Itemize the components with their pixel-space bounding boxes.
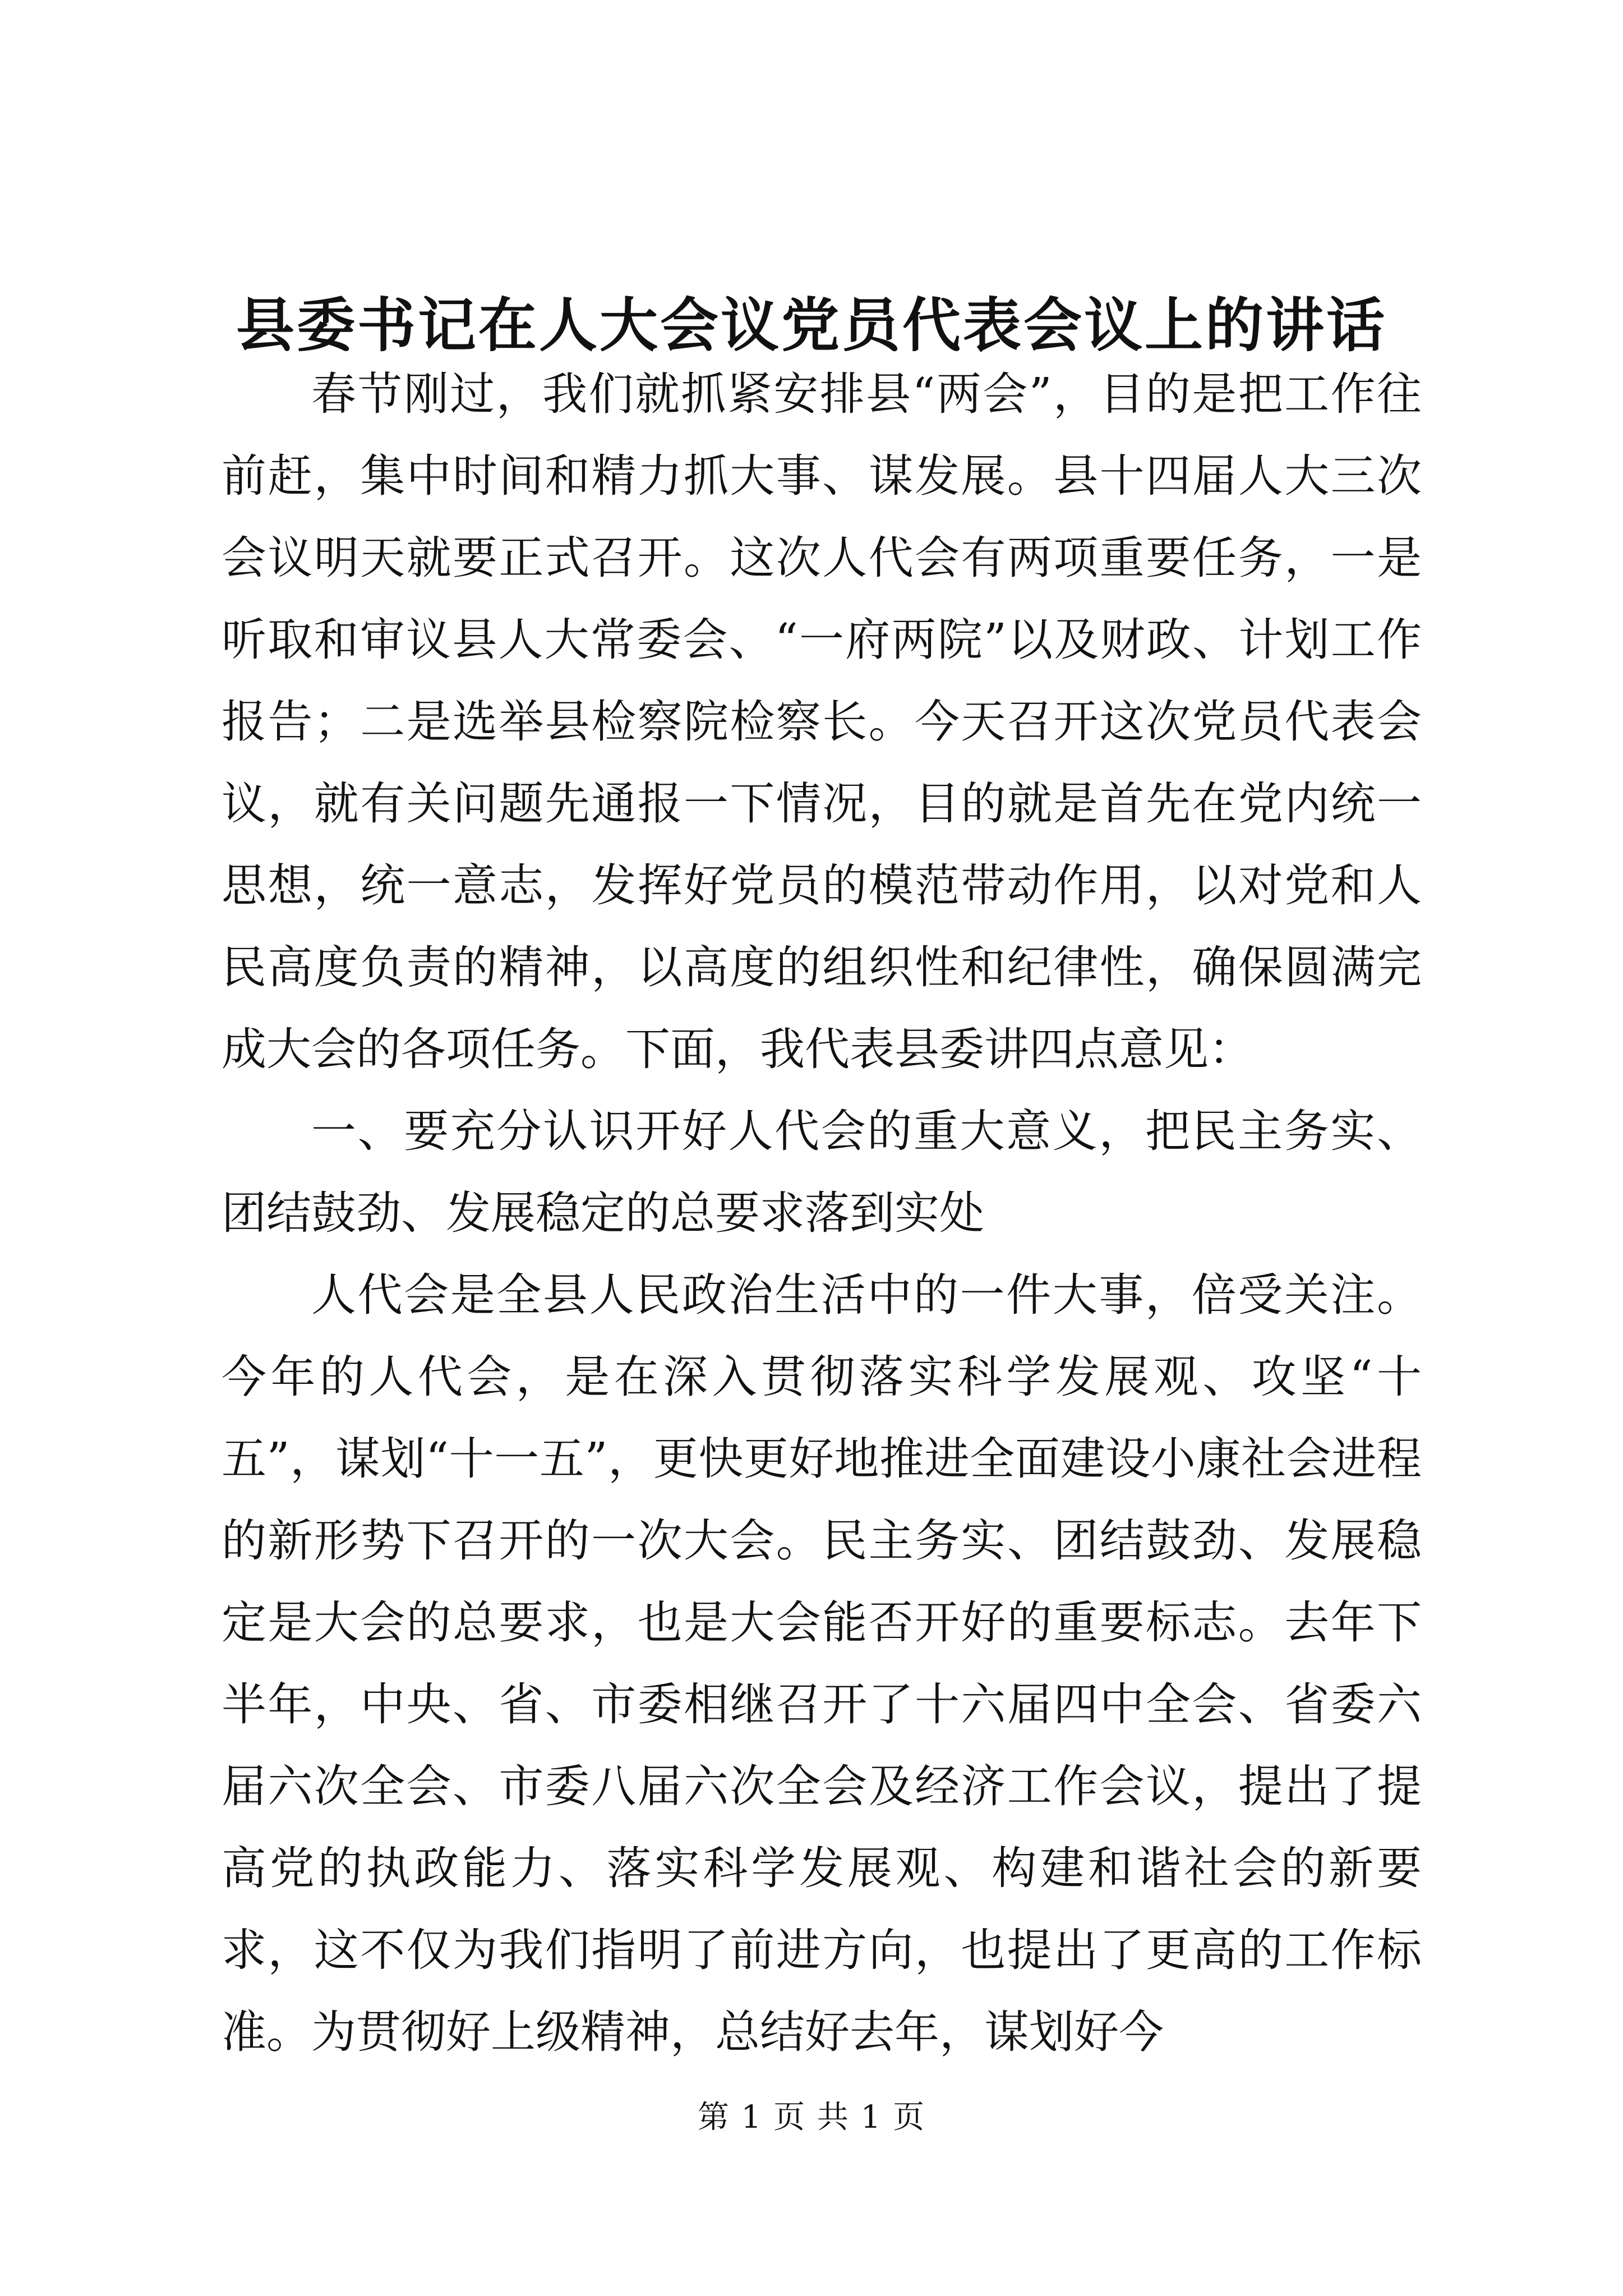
page-number-footer: 第 1 页 共 1 页 [697,2099,926,2136]
document-body [222,353,1422,2073]
paragraph-heading-one: 一、要充分认识开好人代会的重大意义，把民主务实、团结鼓劲、发展稳定的总要求落到实处 [222,1105,1422,1239]
document-title: 县委书记在人大会议党员代表会议上的讲话 [236,291,1387,360]
paragraph-intro: 春节刚过，我们就抓紧安排县“两会”，目的是把工作往前赶，集中时间和精力抓大事、谋发展。县十四届人大三次会议明天就要正式召开。这次人代会有两项重要任务，一是听取和审议县人大常委会、“一府两院”以及财政、计划工作报告；二是选举县检察院检察长。今天召开这次党员代表会议，就有关问题先通报一下情况，目的就是首先在党内统一思想，统一意志，发挥好党员的模范带动作用，以对党和人民高度负责的精神，以高度的组织性和纪律性，确保圆满完成大会的各项任务。下面，我代表县委讲四点意见： [222,368,1422,1075]
paragraph-significance: 人代会是全县人民政治生活中的一件大事，倍受关注。今年的人代会，是在深入贯彻落实科学发展观、攻坚“十五”，谋划“十一五”，更快更好地推进全面建设小康社会进程的新形势下召开的一次大会。民主务实、团结鼓劲、发展稳定是大会的总要求，也是大会能否开好的重要标志。去年下半年，中央、省、市委相继召开了十六届四中全会、省委六届六次全会、市委八届六次全会及经济工作会议，提出了提高党的执政能力、落实科学发展观、构建和谐社会的新要求，这不仅为我们指明了前进方向，也提出了更高的工作标准。为贯彻好上级精神，总结好去年，谋划好今 [222,1269,1422,2058]
